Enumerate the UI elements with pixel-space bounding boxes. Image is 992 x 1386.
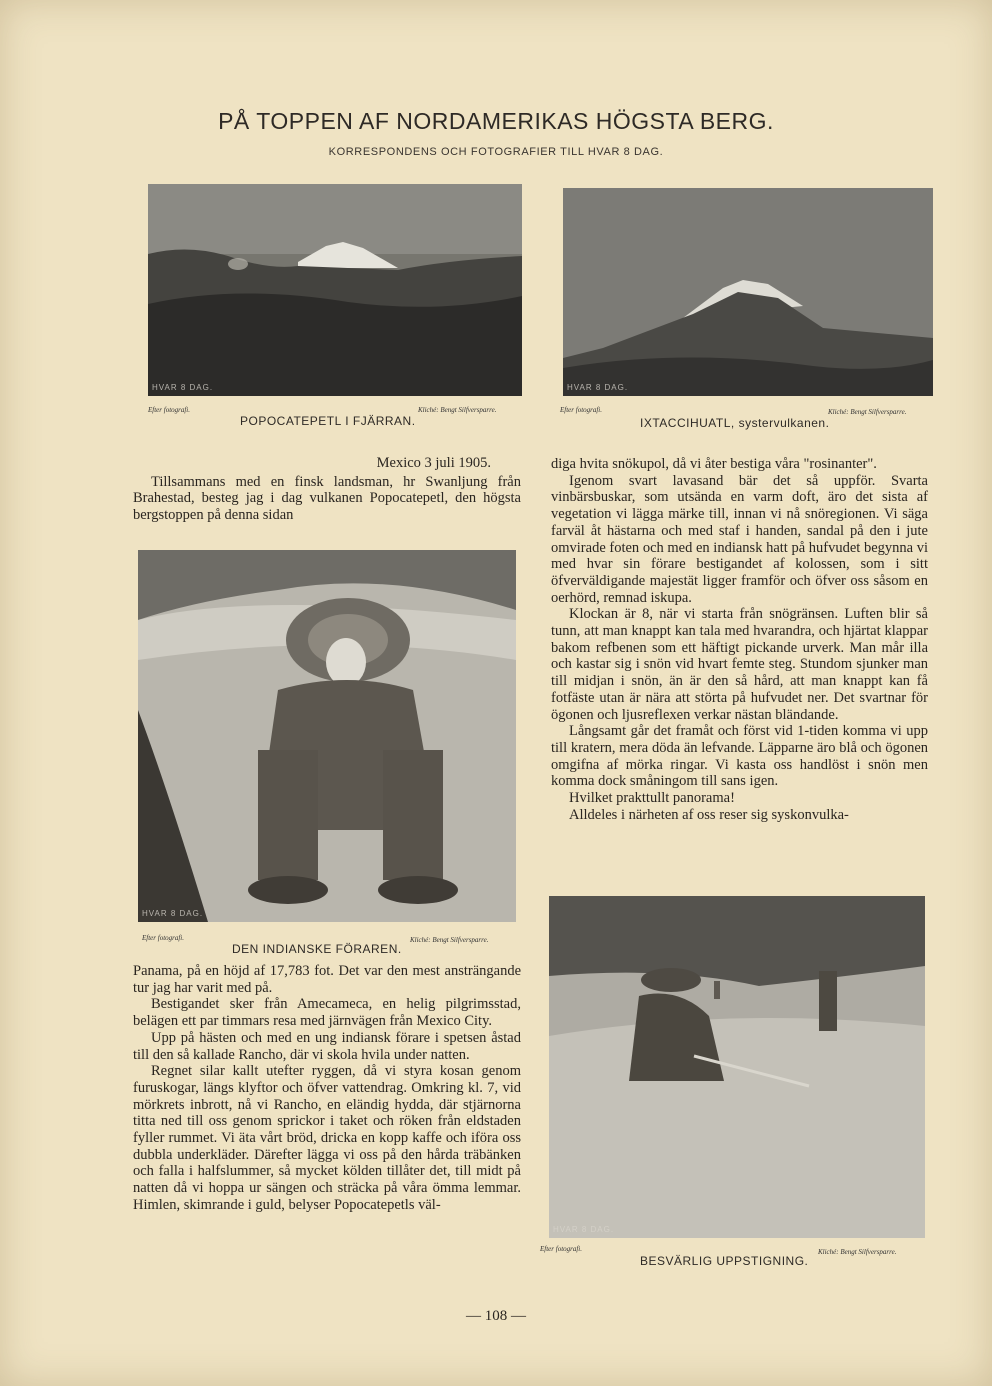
- photo-indian-guide: [138, 550, 516, 922]
- paragraph: Klockan är 8, när vi starta från snögränsen. Luften blir så tunn, att man knappt kan tala med hvarandra, och hjärtat klappar bakom refbenen som ett häftigt pickande urverk. Man mår illa och kastar sig i snön vid hvart femte steg. Stundom sjunker man till midjan i snön, än är den så hård, att man knappt kan få fotfäste utan är nära att störta på hufvudet ner. Det svartnar för ögonen och ljusreflexen verkar nästan bländande.: [551, 606, 928, 723]
- photo-watermark: HVAR 8 DAG.: [553, 1225, 615, 1234]
- article-title: PÅ TOPPEN AF NORDAMERIKAS HÖGSTA BERG.: [218, 108, 774, 134]
- photo-credit-left: Efter fotografi.: [148, 406, 190, 414]
- paragraph: Bestigandet sker från Amecameca, en helig pilgrimsstad, belägen ett par timmars resa med järnvägen från Mexico City.: [133, 996, 521, 1030]
- paragraph: Regnet silar kallt utefter ryggen, då vi styra kosan genom furuskogar, längs klyftor och öfver vattendrag. Omkring kl. 7, vid mörkrets inbrott, nå vi Rancho, en eländig hydda, där stjärnorna titta ned till oss genom sprickor i taket och röken från eldstaden fyller rummet. Vi äta vårt bröd, dricka en kopp kaffe och iföra oss dubbla underkläder. Därefter lägga vi oss på den hårda träbänken och falla i halfslummer, så mycket kölden tillåter det, till midt på natten då vi hoppa ur sängen och sträcka på våra ömma lemmar. Himlen, skimrande i guld, belyser Popocatepetls väl-: [133, 1063, 521, 1213]
- paragraph: Panama, på en höjd af 17,783 fot. Det var den mest ansträngande tur jag har varit med på.: [133, 963, 521, 996]
- article-column-left-top: [133, 455, 521, 524]
- photo-credit-left: Efter fotografi.: [540, 1245, 582, 1253]
- photo-popocatepetl: [148, 184, 522, 396]
- page-number: — 108 —: [466, 1308, 526, 1324]
- photo-watermark: HVAR 8 DAG.: [152, 383, 214, 392]
- paragraph: Upp på hästen och med en ung indiansk förare i spetsen åstad till den så kallade Rancho, där vi skola hvila under natten.: [133, 1029, 521, 1063]
- photo-watermark: HVAR 8 DAG.: [567, 383, 629, 392]
- article-subtitle: KORRESPONDENS OCH FOTOGRAFIER TILL HVAR 8 DAG.: [328, 146, 664, 158]
- photo-caption-guide: DEN INDIANSKE FÖRAREN.: [232, 942, 402, 956]
- photo-credit-right: Kliché: Bengt Silfversparre.: [828, 408, 907, 416]
- paragraph: diga hvita snökupol, då vi åter bestiga våra "rosinanter".: [551, 456, 877, 472]
- photo-credit-left: Efter fotografi.: [560, 406, 602, 414]
- paragraph: Igenom svart lavasand bär det så uppför. Svarta vinbärsbuskar, som utsända en varm doft, äro det sista af vegetation vi lägga märke till, innan vi nå snöregionen. Vi säga farväl åt hästarna och med staf i handen, sandal på den i jute omvirade foten och med en indiansk hatt på hufvudet begynna vi med hvar sin förare bestigandet af kolossen, som i sitt öfverväldigande majestät ligger framför och öfver oss såsom en oerhörd, remnad iskupa.: [551, 472, 928, 606]
- paragraph: Alldeles i närheten af oss reser sig syskonvulka-: [569, 806, 849, 823]
- paragraph: Långsamt går det framåt och först vid 1-tiden komma vi upp till kratern, mera döda än lefvande. Läpparne äro blå och ögonen omgifna af mörka ringar. Vi kasta oss handlöst i snön men komma dock småningom till sans igen.: [551, 723, 928, 790]
- photo-credit-right: Kliché: Bengt Silfversparre.: [818, 1248, 897, 1256]
- paragraph: Hvilket prakttullt panorama!: [569, 790, 735, 807]
- photo-caption-popocatepetl: POPOCATEPETL I FJÄRRAN.: [240, 414, 416, 428]
- dateline: Mexico 3 juli 1905.: [376, 455, 491, 471]
- article-column-left-bottom: [133, 963, 521, 1214]
- photo-credit-left: Efter fotografi.: [142, 934, 184, 942]
- photo-caption-ixtaccihuatl: IXTACCIHUATL, systervulkanen.: [640, 416, 830, 430]
- photo-caption-ascent: BESVÄRLIG UPPSTIGNING.: [640, 1254, 809, 1268]
- photo-credit-right: Kliché: Bengt Silfversparre.: [418, 406, 497, 414]
- photo-watermark: HVAR 8 DAG.: [142, 909, 204, 918]
- photo-difficult-ascent: [549, 896, 925, 1238]
- photo-credit-right: Kliché: Bengt Silfversparre.: [410, 936, 489, 944]
- article-column-right: [551, 456, 928, 823]
- article-intro: Tillsammans med en finsk landsman, hr Swanljung från Brahestad, besteg jag i dag vulkanen Popocatepetl, den högsta bergstoppen på denna sidan: [133, 473, 521, 524]
- photo-ixtaccihuatl: [563, 188, 933, 396]
